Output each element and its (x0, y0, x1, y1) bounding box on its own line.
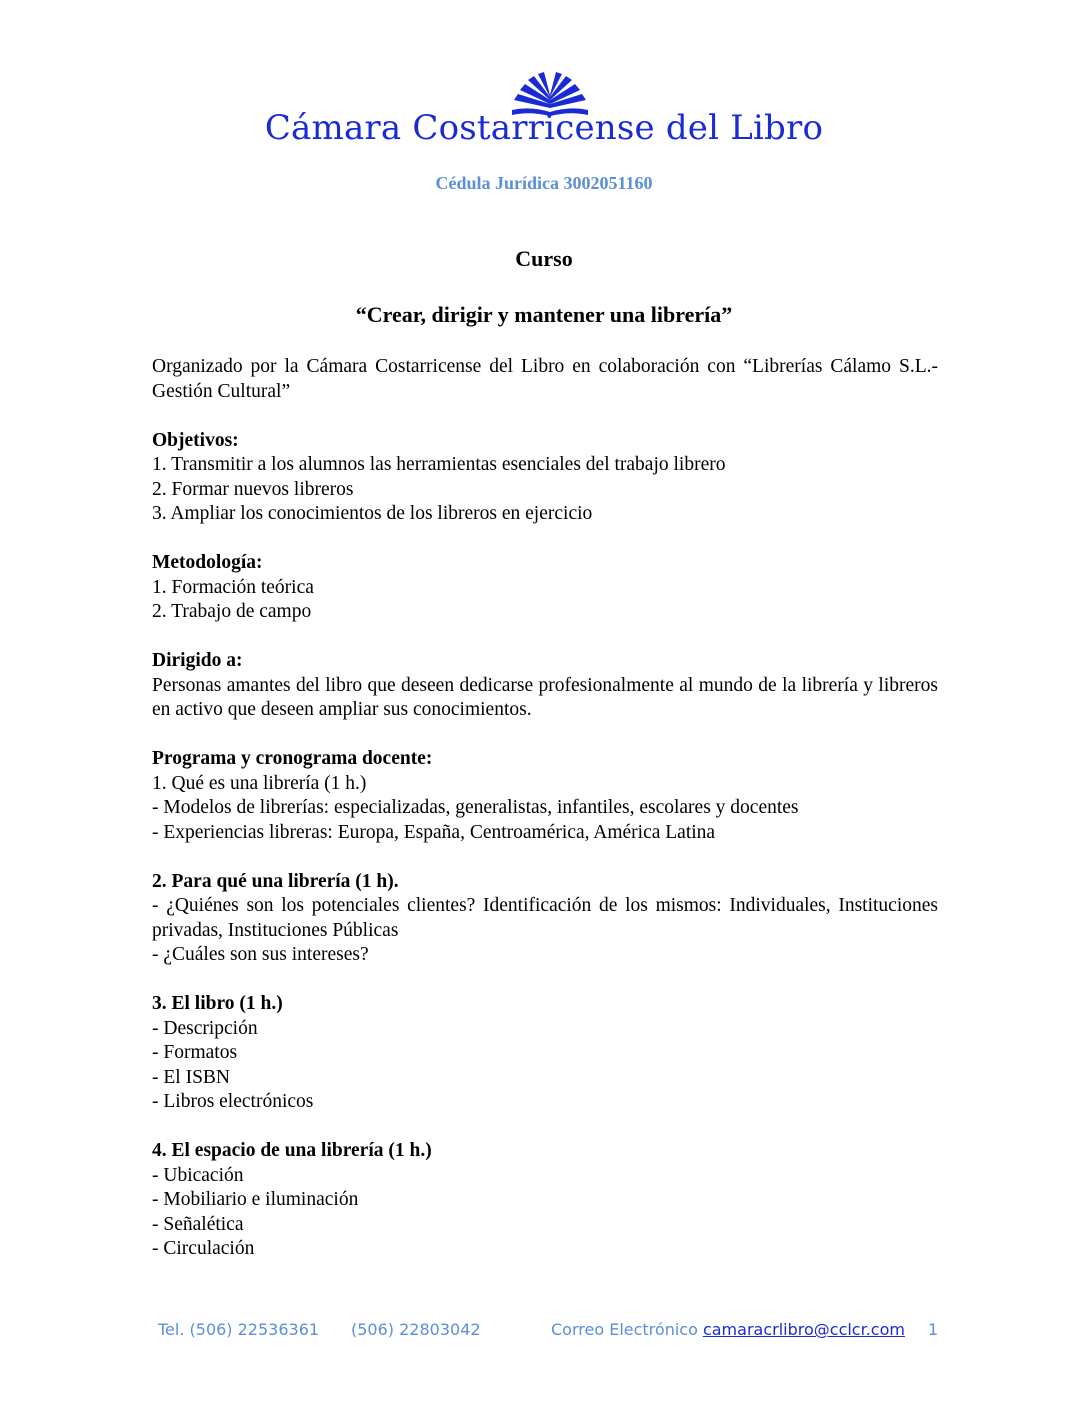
espacio-heading: 4. El espacio de una librería (1 h.) (152, 1140, 432, 1161)
footer-email-link[interactable]: camaracrlibro@cclcr.com (702, 1320, 905, 1339)
list-item: 2. Trabajo de campo (152, 601, 312, 622)
document-body (152, 355, 938, 1262)
list-item: - Formatos (152, 1042, 238, 1063)
list-item: - Experiencias libreras: Europa, España, Centroamérica, América Latina (152, 821, 716, 843)
page-number: 1 (928, 1320, 939, 1339)
list-item: - ¿Quiénes son los potenciales clientes? Identificación de los mismos: Individuales, Instituciones privadas, Instituciones Públicas (152, 895, 938, 941)
course-title: “Crear, dirigir y mantener una librería” (355, 302, 733, 327)
list-item: - Libros electrónicos (152, 1091, 314, 1112)
libro-heading: 3. El libro (1 h.) (152, 993, 283, 1014)
para-que-heading: 2. Para qué una librería (1 h). (152, 870, 399, 892)
footer-email-label: Correo Electrónico (551, 1320, 698, 1339)
cedula-juridica: Cédula Jurídica 3002051160 (435, 173, 653, 193)
footer-email-block (551, 1320, 905, 1339)
objetivos-heading: Objetivos: (152, 429, 239, 451)
intro-paragraph: Organizado por la Cámara Costarricense del Libro en colaboración con “Librerías Cálamo S.L.-Gestión Cultural” (152, 356, 938, 402)
dirigido-text: Personas amantes del libro que deseen dedicarse profesionalmente al mundo de la librería y libreros en activo que deseen ampliar sus conocimientos. (152, 674, 938, 720)
footer-tel-1: Tel. (506) 22536361 (158, 1320, 320, 1339)
dirigido-heading: Dirigido a: (152, 650, 243, 671)
list-item: - Modelos de librerías: especializadas, generalistas, infantiles, escolares y docentes (152, 797, 799, 818)
course-label: Curso (515, 246, 573, 271)
list-item: 3. Ampliar los conocimientos de los libreros en ejercicio (152, 503, 593, 524)
list-item: 1. Transmitir a los alumnos las herramientas esenciales del trabajo librero (152, 454, 726, 475)
metodologia-heading: Metodología: (152, 552, 263, 573)
list-item: - El ISBN (152, 1066, 230, 1088)
list-item: - Ubicación (152, 1164, 244, 1186)
list-item: 1. Formación teórica (152, 576, 314, 598)
list-item: - Señalética (152, 1213, 244, 1235)
footer-tel-2: (506) 22803042 (351, 1320, 481, 1339)
list-item: - ¿Cuáles son sus intereses? (152, 944, 369, 965)
list-item: - Mobiliario e iluminación (152, 1189, 359, 1210)
list-item: 1. Qué es una librería (1 h.) (152, 772, 367, 794)
list-item: - Circulación (152, 1238, 255, 1259)
programa-heading: Programa y cronograma docente: (152, 748, 433, 769)
list-item: - Descripción (152, 1017, 258, 1039)
list-item: 2. Formar nuevos libreros (152, 478, 354, 500)
org-name: Cámara Costarricense del Libro (264, 108, 824, 148)
